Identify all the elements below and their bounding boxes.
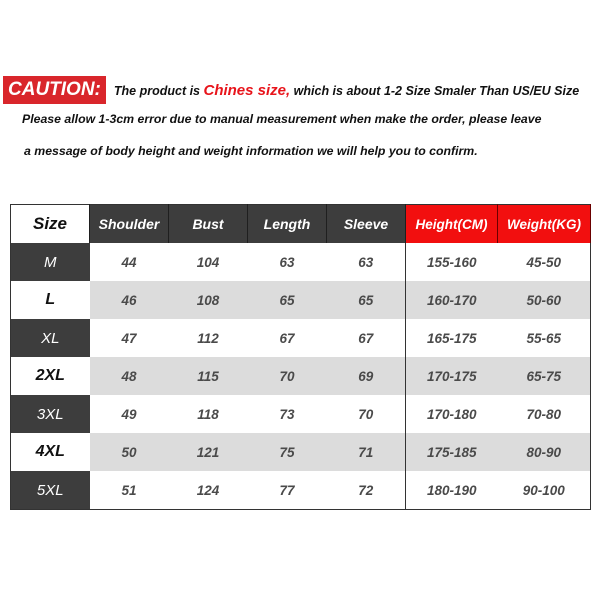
- weight-cell: 80-90: [498, 433, 591, 471]
- height-cell: 165-175: [406, 319, 498, 357]
- bust-cell: 112: [169, 319, 248, 357]
- weight-cell: 90-100: [498, 471, 591, 510]
- caution-suffix: which is about 1-2 Size Smaler Than US/EU Size: [290, 83, 580, 98]
- height-cell: 160-170: [406, 281, 498, 319]
- sleeve-cell: 70: [327, 395, 406, 433]
- weight-cell: 50-60: [498, 281, 591, 319]
- measurement-note: Please allow 1-3cm error due to manual measurement when make the order, please leave: [22, 112, 542, 126]
- sleeve-cell: 71: [327, 433, 406, 471]
- height-cell: 180-190: [406, 471, 498, 510]
- header-height: Height(CM): [406, 205, 498, 244]
- shoulder-cell: 48: [90, 357, 169, 395]
- sleeve-cell: 65: [327, 281, 406, 319]
- caution-badge: CAUTION:: [3, 76, 106, 104]
- weight-cell: 45-50: [498, 243, 591, 281]
- table-row: [11, 471, 591, 510]
- table-row: [11, 357, 591, 395]
- bust-cell: 118: [169, 395, 248, 433]
- height-cell: 170-175: [406, 357, 498, 395]
- header-sleeve: Sleeve: [327, 205, 406, 244]
- length-cell: 70: [248, 357, 327, 395]
- length-cell: 77: [248, 471, 327, 510]
- table-row: [11, 395, 591, 433]
- header-length: Length: [248, 205, 327, 244]
- sleeve-cell: 67: [327, 319, 406, 357]
- shoulder-cell: 46: [90, 281, 169, 319]
- weight-cell: 65-75: [498, 357, 591, 395]
- sleeve-cell: 69: [327, 357, 406, 395]
- table-row: [11, 319, 591, 357]
- height-cell: 155-160: [406, 243, 498, 281]
- shoulder-cell: 50: [90, 433, 169, 471]
- bust-cell: 115: [169, 357, 248, 395]
- shoulder-cell: 44: [90, 243, 169, 281]
- header-weight: Weight(KG): [498, 205, 591, 244]
- sleeve-cell: 63: [327, 243, 406, 281]
- size-chart-table: [10, 204, 591, 510]
- chinese-size-highlight: Chines size,: [203, 81, 291, 99]
- bust-cell: 108: [169, 281, 248, 319]
- confirm-note: a message of body height and weight information we will help you to confirm.: [24, 144, 478, 158]
- caution-line: [3, 77, 579, 103]
- size-cell: XL: [11, 319, 90, 357]
- caution-prefix: The product is: [113, 83, 204, 98]
- sleeve-cell: 72: [327, 471, 406, 510]
- length-cell: 63: [248, 243, 327, 281]
- bust-cell: 124: [169, 471, 248, 510]
- shoulder-cell: 47: [90, 319, 169, 357]
- shoulder-cell: 51: [90, 471, 169, 510]
- table-row: [11, 243, 591, 281]
- length-cell: 73: [248, 395, 327, 433]
- header-bust: Bust: [169, 205, 248, 244]
- size-cell: 4XL: [11, 433, 90, 471]
- header-shoulder: Shoulder: [90, 205, 169, 244]
- table-header-row: [11, 205, 591, 244]
- length-cell: 65: [248, 281, 327, 319]
- bust-cell: 104: [169, 243, 248, 281]
- table-row: [11, 433, 591, 471]
- length-cell: 75: [248, 433, 327, 471]
- size-cell: 2XL: [11, 357, 90, 395]
- header-size: Size: [11, 205, 90, 244]
- weight-cell: 55-65: [498, 319, 591, 357]
- shoulder-cell: 49: [90, 395, 169, 433]
- weight-cell: 70-80: [498, 395, 591, 433]
- length-cell: 67: [248, 319, 327, 357]
- size-cell: M: [11, 243, 90, 281]
- size-cell: L: [11, 281, 90, 319]
- height-cell: 175-185: [406, 433, 498, 471]
- bust-cell: 121: [169, 433, 248, 471]
- height-cell: 170-180: [406, 395, 498, 433]
- size-cell: 5XL: [11, 471, 90, 510]
- size-cell: 3XL: [11, 395, 90, 433]
- caution-text: [114, 82, 579, 99]
- table-row: [11, 281, 591, 319]
